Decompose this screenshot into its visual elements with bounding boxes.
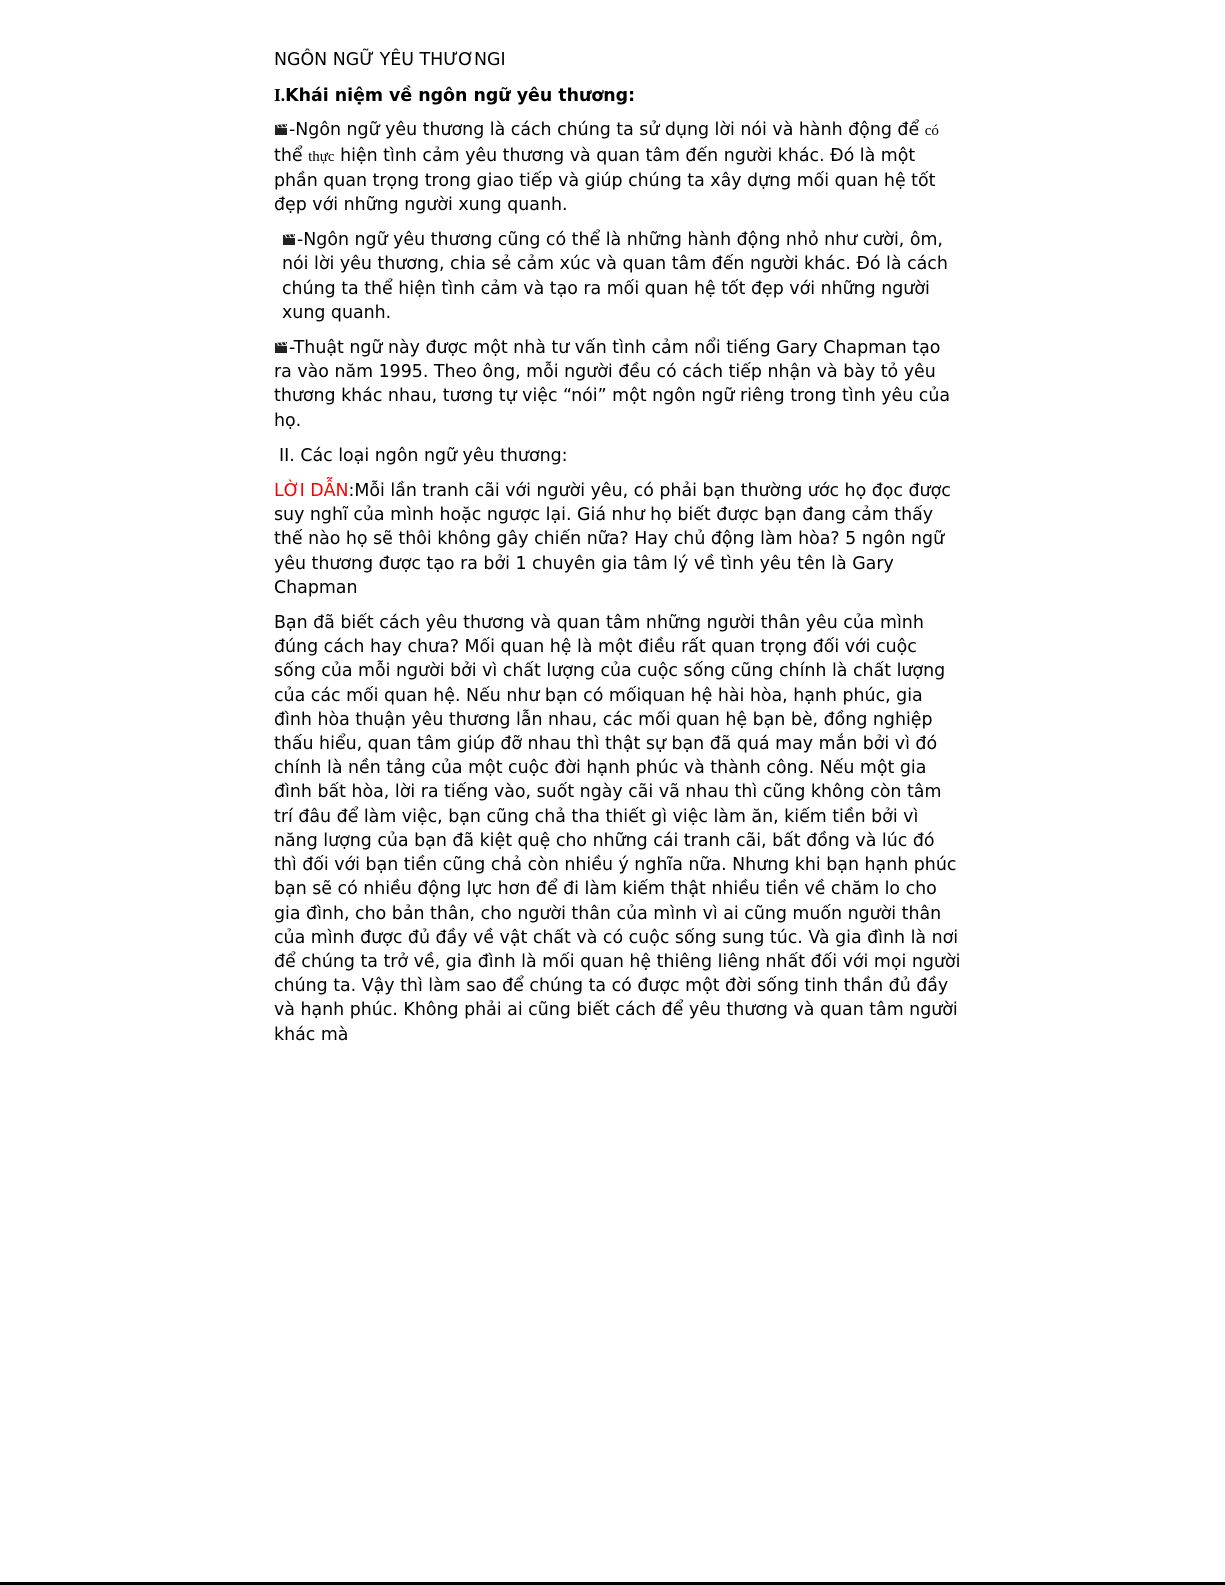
- paragraph-1-serif-b: thực: [308, 148, 335, 165]
- paragraph-1-serif-a: có: [924, 123, 939, 140]
- document-title: NGÔN NGỮ YÊU THƯƠNGI: [274, 50, 506, 70]
- lead-label: LỜI DẪN: [274, 481, 349, 502]
- section-2-heading: II. Các loại ngôn ngữ yêu thương:: [279, 445, 568, 466]
- body-paragraph: Bạn đã biết cách yêu thương và quan tâm những người thân yêu của mình đúng cách hay chưa? Mối quan hệ là một điều rất quan trọng đối với cuộc sống của mỗi người bởi vì chất lượng của cuộc sống cũng chính là chất lượng của các mối quan hệ. Nếu như bạn có mốiquan hệ hài hòa, hạnh phúc, gia đình hòa thuận yêu thương lẫn nhau, các mối quan hệ bạn bè, đồng nghiệp thấu hiểu, quan tâm giúp đỡ nhau thì thật sự bạn đã quá may mắn bởi vì đó chính là nền tảng của một cuộc đời hạnh phúc và thành công. Nếu một gia đình bất hòa, lời ra tiếng vào, suốt ngày cãi vã nhau thì cũng không còn tâm trí đâu để làm việc, bạn cũng chả tha thiết gì việc làm ăn, kiếm tiền bởi vì năng lượng của bạn đã kiệt quệ cho những cái tranh cãi, bất đồng và lúc đó thì đối với bạn tiền cũng chả còn nhiều ý nghĩa nữa. Nhưng khi bạn hạnh phúc bạn sẽ có nhiều động lực hơn để đi làm kiếm thật nhiều tiền về chăm lo cho gia đình, cho bản thân, cho người thân của mình vì ai cũng muốn người thân của mình được đủ đầy về vật chất và có cuộc sống sung túc. Và gia đình là nơi để chúng ta trở về, gia đình là mối quan hệ thiêng liêng nhất đối với mọi người chúng ta. Vậy thì làm sao để chúng ta có được một đời sống tinh thần đủ đầy và hạnh phúc. Không phải ai cũng biết cách để yêu thương và quan tâm người khác mà: [274, 613, 961, 1045]
- paragraph-2-text: -Ngôn ngữ yêu thương cũng có thể là những hành động nhỏ như cười, ôm, nói lời yêu thương, chia sẻ cảm xúc và quan tâm đến người khác. Đó là cách chúng ta thể hiện tình cảm và tạo ra mối quan hệ tốt đẹp với những người xung quanh.: [282, 230, 948, 323]
- section-1-heading: [274, 83, 962, 108]
- paragraph-1-text-b: thể: [274, 145, 309, 166]
- section-1-heading-text: Khái niệm về ngôn ngữ yêu thương:: [285, 86, 636, 107]
- paragraph-1-text-c: hiện tình cảm yêu thương và quan tâm đến người khác. Đó là một phần quan trọng trong giao tiếp và giúp chúng ta xây dựng mối quan hệ tốt đẹp với những người xung quanh.: [274, 145, 936, 216]
- clapperboard-icon: [274, 124, 288, 136]
- section-1-number: I.: [274, 85, 286, 106]
- paragraph-3-text: -Thuật ngữ này được một nhà tư vấn tình cảm nổi tiếng Gary Chapman tạo ra vào năm 1995. Theo ông, mỗi người đều có cách tiếp nhận và bày tỏ yêu thương khác nhau, tương tự việc “nói” một ngôn ngữ riêng trong tình yêu của họ.: [274, 338, 951, 431]
- document-page: [274, 48, 962, 1058]
- clapperboard-icon: [282, 234, 296, 246]
- clapperboard-icon: [274, 342, 288, 354]
- paragraph-2: [274, 228, 962, 325]
- paragraph-1: [274, 118, 962, 217]
- lead-text: :Mỗi lần tranh cãi với người yêu, có phải bạn thường ước họ đọc được suy nghĩ của mình hoặc ngược lại. Giá như họ biết được bạn đang cảm thấy thế nào họ sẽ thôi không gây chiến nữa? Hay chủ động làm hòa? 5 ngôn ngữ yêu thương được tạo ra bởi 1 chuyên gia tâm lý về tình yêu tên là Gary Chapman: [274, 481, 951, 598]
- lead-paragraph: [274, 479, 962, 600]
- paragraph-1-text-a: -Ngôn ngữ yêu thương là cách chúng ta sử dụng lời nói và hành động để: [289, 120, 925, 141]
- paragraph-3: [274, 336, 962, 433]
